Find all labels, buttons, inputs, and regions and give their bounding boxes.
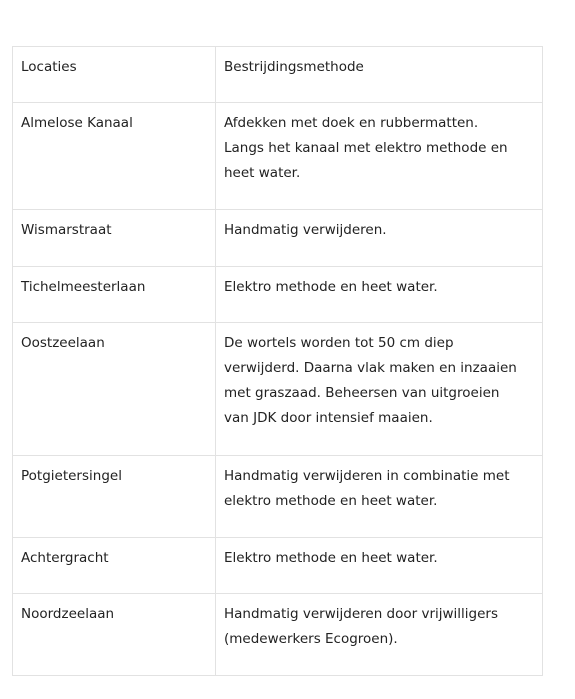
row-location: Almelose Kanaal xyxy=(13,103,216,210)
method-line: Afdekken met doek en rubbermatten. xyxy=(224,115,479,131)
method-line: met graszaad. Beheersen van uitgroeien xyxy=(224,385,500,401)
control-methods-table xyxy=(12,46,543,676)
method-line: elektro methode en heet water. xyxy=(224,493,438,509)
method-line: Handmatig verwijderen. xyxy=(224,222,387,238)
row-location: Noordzeelaan xyxy=(13,594,216,676)
method-line: (medewerkers Ecogroen). xyxy=(224,631,398,647)
method-line: Elektro methode en heet water. xyxy=(224,550,438,566)
table-header-row xyxy=(13,47,543,103)
method-line: Elektro methode en heet water. xyxy=(224,279,438,295)
row-method xyxy=(216,103,543,210)
table-row xyxy=(13,103,543,210)
method-line: heet water. xyxy=(224,165,301,181)
table-container xyxy=(12,46,542,676)
row-location: Tichelmeesterlaan xyxy=(13,267,216,323)
row-location: Oostzeelaan xyxy=(13,323,216,456)
table-row xyxy=(13,323,543,456)
table-row xyxy=(13,538,543,594)
table-row xyxy=(13,267,543,323)
method-line: van JDK door intensief maaien. xyxy=(224,410,433,426)
row-method xyxy=(216,538,543,594)
row-method xyxy=(216,594,543,676)
method-line: De wortels worden tot 50 cm diep xyxy=(224,335,454,351)
method-line: verwijderd. Daarna vlak maken en inzaaien xyxy=(224,360,517,376)
row-method xyxy=(216,267,543,323)
row-method xyxy=(216,210,543,267)
table-row xyxy=(13,594,543,676)
method-line: Handmatig verwijderen in combinatie met xyxy=(224,468,510,484)
row-location: Achtergracht xyxy=(13,538,216,594)
row-method xyxy=(216,456,543,538)
header-locations: Locaties xyxy=(13,47,216,103)
method-line: Langs het kanaal met elektro methode en xyxy=(224,140,508,156)
row-location: Potgietersingel xyxy=(13,456,216,538)
table-row xyxy=(13,210,543,267)
row-location: Wismarstraat xyxy=(13,210,216,267)
method-line: Handmatig verwijderen door vrijwilligers xyxy=(224,606,499,622)
row-method xyxy=(216,323,543,456)
table-row xyxy=(13,456,543,538)
header-method: Bestrijdingsmethode xyxy=(216,47,543,103)
